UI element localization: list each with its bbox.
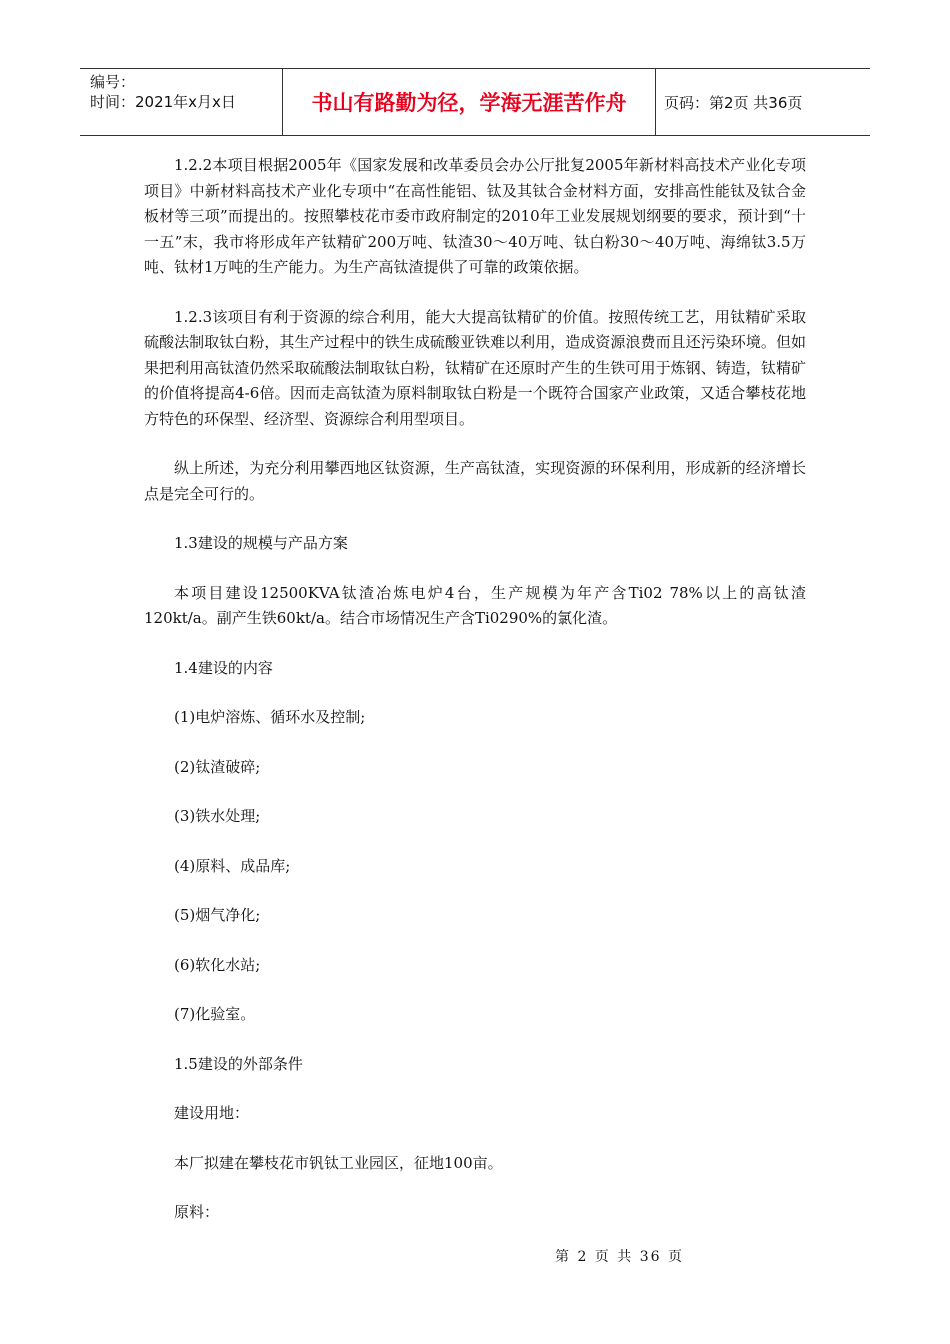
list-item: (2)钛渣破碎; bbox=[174, 757, 261, 776]
list-item: (6)软化水站; bbox=[174, 955, 261, 974]
motto: 书山有路勤为径，学海无涯苦作舟 bbox=[283, 69, 656, 135]
page-footer: 第 2 页 共 36 页 bbox=[555, 1249, 684, 1265]
material-label: 原料： bbox=[174, 1203, 220, 1221]
list-item: (7)化验室。 bbox=[174, 1005, 256, 1023]
land-text: 本厂拟建在攀枝花市钒钛工业园区，征地100亩。 bbox=[174, 1153, 503, 1172]
document-body bbox=[144, 153, 806, 1226]
heading-1-5: 1.5建设的外部条件 bbox=[174, 1054, 303, 1073]
land-label: 建设用地： bbox=[174, 1104, 250, 1122]
page-header bbox=[80, 68, 870, 136]
heading-1-4: 1.4建设的内容 bbox=[174, 658, 273, 677]
paragraph-1-2-2: 1.2.2本项目根据2005年《国家发展和改革委员会办公厅批复2005年新材料高技术产业化专项项目》中新材料高技术产业化专项中“在高性能铝、钛及其钛合金材料方面，安排高性能钛及钛合金板材等三项”而提出的。按照攀枝花市委市政府制定的2010年工业发展规划纲要的要求，预计到“十一五”末，我市将形成年产钛精矿200万吨、钛渣30～40万吨、钛白粉30～40万吨、海绵钛3.5万吨、钛材1万吨的生产能力。为生产高钛渣提供了可靠的政策依据。 bbox=[144, 156, 806, 276]
list-item: (4)原料、成品库; bbox=[174, 856, 291, 875]
heading-1-3: 1.3建设的规模与产品方案 bbox=[174, 534, 348, 552]
list-item: (5)烟气净化; bbox=[174, 906, 261, 924]
page-info: 页码：第2页 共36页 bbox=[664, 93, 803, 112]
time-label: 时间：2021年x月x日 bbox=[90, 93, 236, 111]
list-item: (3)铁水处理; bbox=[174, 807, 261, 825]
header-left-cell bbox=[80, 69, 283, 135]
list-item: (1)电炉溶炼、循环水及控制; bbox=[174, 708, 366, 726]
paragraph-1-2-3: 1.2.3该项目有利于资源的综合利用，能大大提高钛精矿的价值。按照传统工艺，用钛精矿采取硫酸法制取钛白粉，其生产过程中的铁生成硫酸亚铁难以利用，造成资源浪费而且还污染环境。但如果把利用高钛渣仍然采取硫酸法制取钛白粉，钛精矿在还原时产生的生铁可用于炼钢、铸造，钛精矿的价值将提高4-6倍。因而走高钛渣为原料制取钛白粉是一个既符合国家产业政策，又适合攀枝花地方特色的环保型、经济型、资源综合利用型项目。 bbox=[144, 307, 806, 428]
paragraph-summary: 纵上所述，为充分利用攀西地区钛资源，生产高钛渣，实现资源的环保利用，形成新的经济增长点是完全可行的。 bbox=[144, 459, 806, 503]
number-label: 编号： bbox=[90, 73, 136, 91]
paragraph-scale: 本项目建设12500KVA钛渣冶炼电炉4台，生产规模为年产含Ti02 78%以上的高钛渣120kt/a。副产生铁60kt/a。结合市场情况生产含Ti0290%的氯化渣。 bbox=[144, 583, 806, 627]
